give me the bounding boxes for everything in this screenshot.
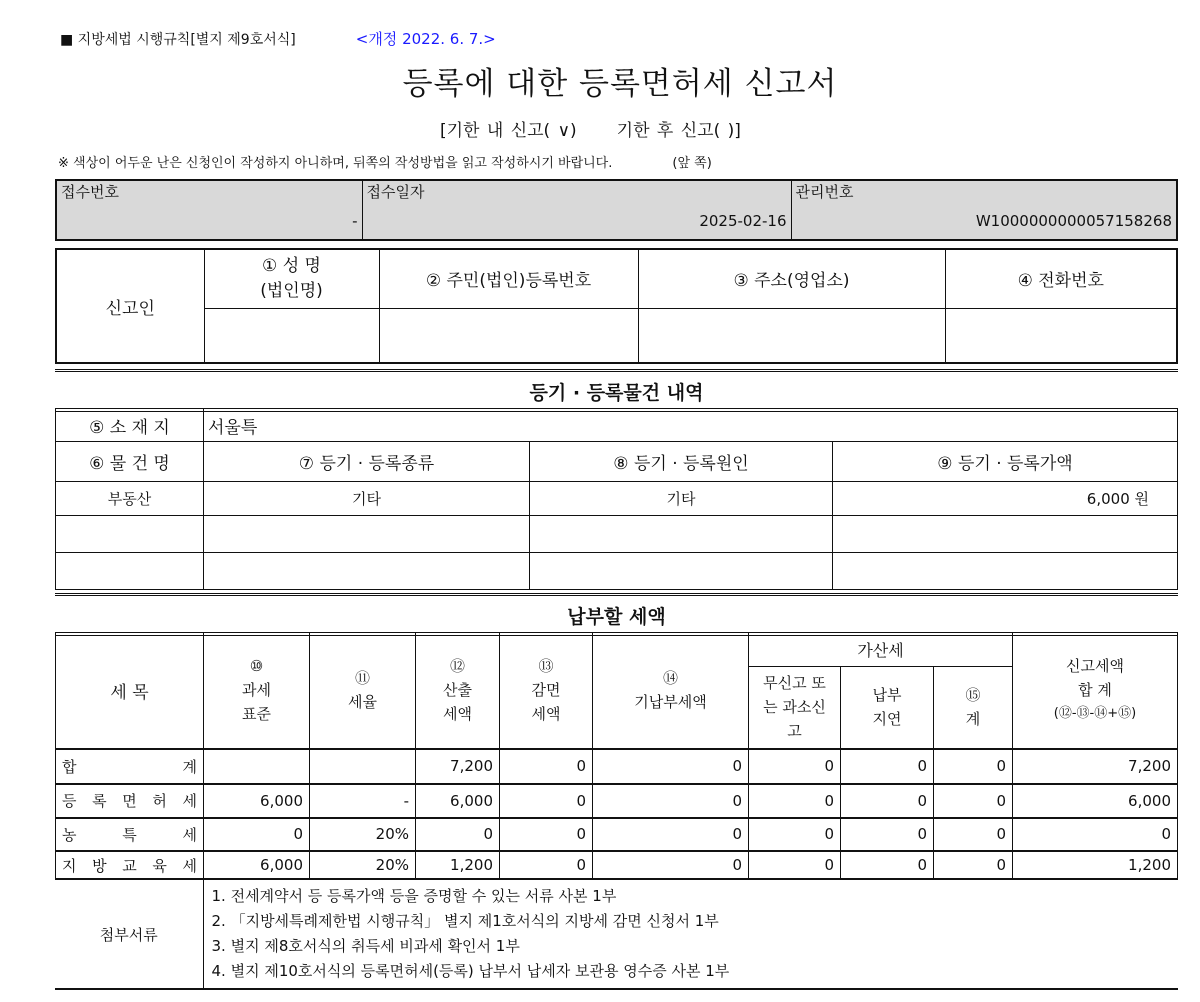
name-field[interactable] [204,308,379,363]
reduction: 0 [500,818,593,851]
calc-tax-header [416,633,500,749]
property-value: 6,000 원 [833,482,1178,516]
penalty-sum: 0 [934,784,1013,818]
tax-row-name: 농 특 세 [56,818,204,851]
total-label-2: 합 계 [1078,681,1112,700]
tax-base-header [204,633,310,749]
attachments-list [203,879,1178,989]
id-header: ② 주민(법인)등록번호 [379,249,638,308]
type-label: ⑦ 등기 · 등록종류 [204,442,530,482]
attachment-item: 2. 「지방세특례제한법 시행규칙」 별지 제1호서식의 지방세 감면 신청서 1부 [211,912,719,930]
calc-tax: 1,200 [416,851,500,880]
property-item: 부동산 [56,482,204,516]
prepaid: 0 [593,784,749,818]
tax-rate-header [310,633,416,749]
applicant-label: 신고인 [56,249,204,363]
calc-tax: 0 [416,818,500,851]
header-row [60,28,496,49]
tax-row-name: 등 록 면 허 세 [56,784,204,818]
penalty-sum: 0 [934,818,1013,851]
no-filing: 0 [749,784,841,818]
attachments-label: 첨부서류 [55,879,203,989]
tax-rate: 20% [310,851,416,880]
tax-base: 6,000 [204,851,310,880]
property-cause: 기타 [530,482,833,516]
management-number-label: 관리번호 [795,183,854,201]
receipt-number-label: 접수번호 [61,183,119,201]
calc-tax-label: 산출 세액 [443,681,472,724]
filing-options [440,116,781,141]
tax-row [56,818,1178,851]
reduction-header [500,633,593,749]
attachments-table [55,878,1178,990]
total-header [1013,633,1178,749]
tax-row-name: 합 계 [56,749,204,784]
name-label: ① 성 명 [262,255,321,276]
prepaid: 0 [593,851,749,880]
receipt-number-value: - [352,212,358,230]
reduction: 0 [500,784,593,818]
id-field[interactable] [379,308,638,363]
instruction-note: ※ 색상이 어두운 난은 신청인이 작성하지 아니하며, 뒤쪽의 작성방법을 읽고 작성하시기 바랍니다. [58,156,613,171]
late-payment-label: 납부 지연 [872,686,902,729]
cause-label: ⑧ 등기 · 등록원인 [530,442,833,482]
attachment-item: 3. 별지 제8호서식의 취득세 비과세 확인서 1부 [211,937,520,955]
property-row-empty [56,516,1178,553]
phone-header: ④ 전화번호 [945,249,1177,308]
late-payment: 0 [841,851,934,880]
option-before-deadline[interactable]: [기한 내 신고( ∨) [440,121,577,141]
address-header: ③ 주소(영업소) [638,249,945,308]
calc-tax: 7,200 [416,749,500,784]
tax-rate: - [310,784,416,818]
total: 7,200 [1013,749,1178,784]
tax-rate-label: 세율 [348,693,377,712]
phone-field[interactable] [945,308,1177,363]
reduction-number: ⑬ [538,657,554,676]
receipt-number-cell [56,180,362,240]
total-formula: (⑫-⑬-⑭+⑮) [1053,706,1137,722]
total: 0 [1013,818,1178,851]
tax-rate-number: ⑪ [354,669,370,688]
note-row [58,152,1178,171]
late-payment: 0 [841,818,934,851]
management-number-value: W1000000000057158268 [975,212,1172,230]
location-label: ⑤ 소 재 지 [56,409,204,442]
prepaid-header [593,633,749,749]
attachment-item: 1. 전세계약서 등 등록가액 등을 증명할 수 있는 서류 사본 1부 [211,887,617,905]
receipt-date-label: 접수일자 [366,183,425,201]
prepaid: 0 [593,818,749,851]
tax-item-header: 세 목 [56,633,204,749]
total: 1,200 [1013,851,1178,880]
receipt-date-value: 2025-02-16 [699,212,787,230]
prepaid: 0 [593,749,749,784]
total-label: 신고세액 [1066,657,1124,676]
penalty-header: 가산세 [749,633,1013,667]
reduction-label: 감면 세액 [531,681,561,724]
no-filing: 0 [749,851,841,880]
attachment-item: 4. 별지 제10호서식의 등록면허세(등록) 납부서 납세자 보관용 영수증 사본 1부 [211,962,730,980]
property-row [56,482,1178,516]
late-payment: 0 [841,749,934,784]
penalty-sum-header [934,667,1013,749]
no-filing: 0 [749,749,841,784]
tax-base-label: 과세 표준 [242,681,271,724]
name-header [204,249,379,308]
item-label: ⑥ 물 건 명 [56,442,204,482]
tax-row [56,749,1178,784]
tax-base: 0 [204,818,310,851]
value-label: ⑨ 등기 · 등록가액 [833,442,1178,482]
management-number-cell [791,180,1177,240]
property-section-title: 등기 · 등록물건 내역 [55,369,1178,412]
tax-rate: 20% [310,818,416,851]
receipt-date-cell [362,180,791,240]
tax-rate [310,749,416,784]
total: 6,000 [1013,784,1178,818]
prepaid-label: 기납부세액 [634,693,707,712]
tax-row-name: 지 방 교 육 세 [56,851,204,880]
late-payment-header [841,667,934,749]
location-value: 서울특 [204,409,1178,442]
name-sublabel: (법인명) [260,280,323,301]
property-table [55,408,1178,590]
address-field[interactable] [638,308,945,363]
penalty-sum: 0 [934,851,1013,880]
property-type: 기타 [204,482,530,516]
form-reference: ■ 지방세법 시행규칙[별지 제9호서식] [60,32,296,48]
tax-base: 6,000 [204,784,310,818]
reduction: 0 [500,749,593,784]
no-filing-label: 무신고 또는 과소신고 [763,674,826,741]
prepaid-number: ⑭ [662,669,678,688]
no-filing-header [749,667,841,749]
tax-section-title: 납부할 세액 [55,593,1178,636]
receipt-table [55,179,1178,241]
calc-tax: 6,000 [416,784,500,818]
penalty-sum-number: ⑮ [965,686,981,705]
option-after-deadline[interactable]: 기한 후 신고( )] [616,121,741,141]
late-payment: 0 [841,784,934,818]
tax-base-number: ⑩ [249,657,264,676]
property-row-empty [56,553,1178,590]
page-side: (앞 쪽) [672,156,712,171]
applicant-table [55,248,1178,364]
tax-row [56,851,1178,880]
tax-table [55,632,1178,880]
penalty-sum: 0 [934,749,1013,784]
revision-date: <개정 2022. 6. 7.> [355,30,496,48]
no-filing: 0 [749,818,841,851]
page-title: 등록에 대한 등록면허세 신고서 [402,66,838,102]
penalty-sum-label: 계 [965,710,981,729]
tax-base [204,749,310,784]
tax-row [56,784,1178,818]
calc-tax-number: ⑫ [449,657,465,676]
reduction: 0 [500,851,593,880]
